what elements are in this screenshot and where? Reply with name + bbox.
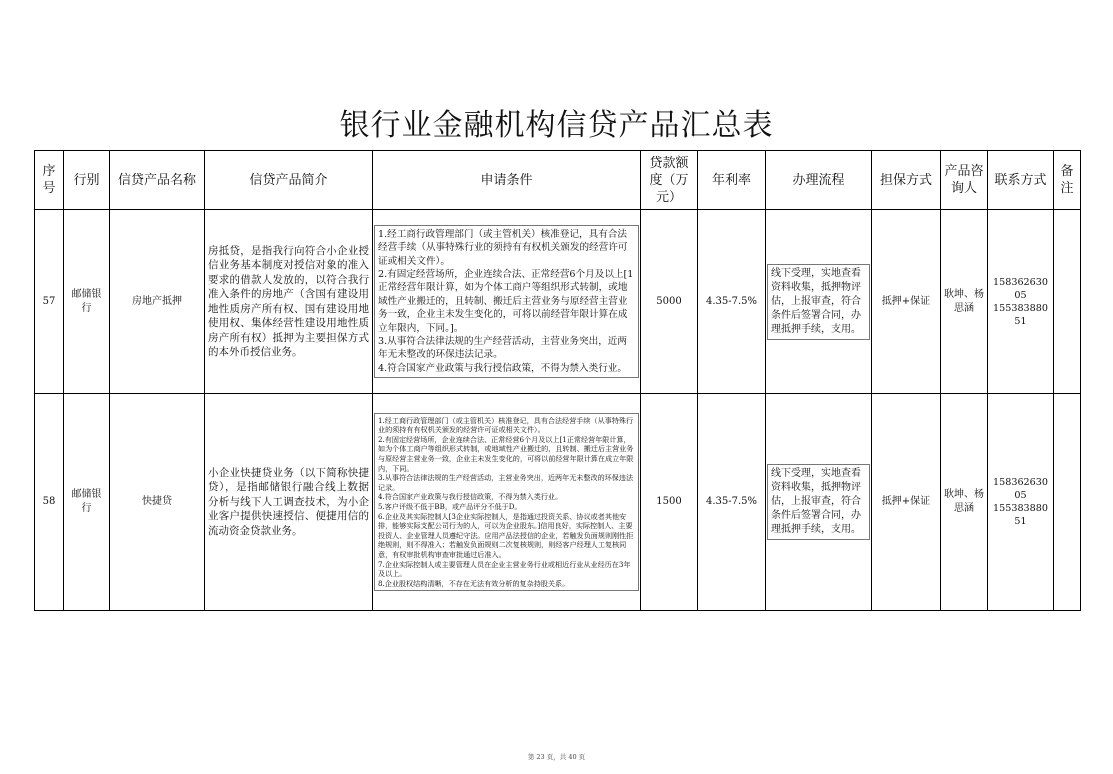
row-consultant: 耿坤、杨思涵	[941, 210, 988, 394]
condition-item: 7.企业实际控制人或主要管理人员在企业主营业务行业或相近行业从业经历在3年及以上。	[378, 559, 631, 579]
process-box: 线下受理，实地查看资料收集，抵押物评估，上报审查，符合条件后签署合同，办理抵押手续，支用。	[767, 464, 870, 540]
condition-item: 2.有固定经营场所，企业连续合法、正常经营6个月及以上[1正常经营年限计算，如为个体工商户等组织形式转制，或地域性产业搬迁的，且转制、搬迁后主营业务与原经营主营业务一致，企业主未发生变化的，可将以前经营年限计算在成立年限内，下同。]。	[378, 268, 634, 334]
condition-item: 4.符合国家产业政策与我行授信政策，不得为禁入类行业。	[378, 362, 627, 374]
row-guarantee: 抵押+保证	[872, 210, 941, 394]
row-consultant: 耿坤、杨思涵	[941, 394, 988, 611]
header-process: 办理流程	[766, 151, 872, 210]
row-product: 快捷贷	[110, 394, 205, 611]
contact-phone: 15836263005	[993, 477, 1048, 501]
credit-products-table	[34, 150, 1081, 611]
row-product: 房地产抵押	[110, 210, 205, 394]
row-bank: 邮储银行	[64, 394, 110, 611]
condition-item: 2.有固定经营场所，企业连续合法、正常经营6个月及以上[1正常经营年限计算，如为个体工商户等组织形式转制，或地域性产业搬迁的，且转制、搬迁后主营业务与原经营主营业务一致，企业主未发生变化的，可将以前经营年限计算在成立年限内，下同。	[378, 434, 634, 473]
row-seq: 58	[35, 394, 64, 611]
row-rate: 4.35-7.5%	[698, 394, 766, 611]
header-conditions: 申请条件	[373, 151, 641, 210]
header-product: 信贷产品名称	[110, 151, 205, 210]
header-guarantee: 担保方式	[872, 151, 941, 210]
row-seq: 57	[35, 210, 64, 394]
row-process	[766, 394, 872, 611]
condition-item: 4.符合国家产业政策与我行授信政策，不得为禁入类行业。	[378, 492, 563, 502]
table-row	[35, 210, 1081, 394]
conditions-box	[374, 225, 639, 378]
row-conditions	[373, 394, 641, 611]
row-contact	[988, 210, 1054, 394]
header-bank: 行别	[64, 151, 110, 210]
condition-item: 3.从事符合法律法规的生产经营活动，主营业务突出，近两年无未整改的环保违法记录。	[378, 336, 627, 361]
condition-item: 6.企业及其实际控制人[3企业实际控制人，是指通过投资关系、协议或者其他安排，能够实际支配公司行为的人，可以为企业股东。]信用良好，实际控制人、主要投资人、企业管理人员遵纪守法。应用产品法授信的企业，若触发负面规则刚性拒绝规则，则不得准入；若触发负面规则二次复核规则，则经客户经理人工复核同意，有权审批机构审查审批通过后准入。	[378, 511, 634, 559]
condition-item: 5.客户评级不低于BB，或产品评分不低于D。	[378, 502, 522, 511]
contact-phone: 15538388051	[993, 302, 1048, 327]
condition-item: 8.企业股权结构清晰，不存在无法有效分析的复杂持股关系。	[378, 578, 570, 588]
row-remark	[1054, 394, 1081, 611]
condition-item: 3.从事符合法律法规的生产经营活动，主营业务突出，近两年无未整改的环保违法记录。	[378, 473, 634, 492]
row-rate: 4.35-7.5%	[698, 210, 766, 394]
page-title: 银行业金融机构信贷产品汇总表	[339, 108, 774, 143]
table-row	[35, 394, 1081, 611]
row-intro: 房抵贷，是指我行向符合小企业授信业务基本制度对授信对象的准入要求的借款人发放的，以符合我行准入条件的房地产（含国有建设用地性质房产所有权、国有建设用地使用权、集体经营性建设用地性质房产所有权）抵押为主要担保方式的本外币授信业务。	[205, 210, 373, 394]
condition-item: 1.经工商行政管理部门（或主管机关）核准登记，具有合法经营手续（从事特殊行业的须持有有权机关颁发的经营许可证或相关文件）。	[378, 228, 628, 267]
header-intro: 信贷产品简介	[205, 151, 373, 210]
row-bank: 邮储银行	[64, 210, 110, 394]
contact-phone: 15538388051	[993, 503, 1048, 527]
process-box: 线下受理，实地查看资料收集，抵押物评估，上报审查，符合条件后签署合同，办理抵押手续，支用。	[767, 264, 870, 340]
row-amount: 1500	[641, 394, 698, 611]
header-remark: 备注	[1054, 151, 1081, 210]
page-footer: 第 23 页，共 40 页	[527, 753, 586, 761]
header-consultant: 产品咨询人	[941, 151, 988, 210]
header-amount: 贷款额度（万元）	[641, 151, 698, 210]
row-process	[766, 210, 872, 394]
row-contact	[988, 394, 1054, 611]
row-amount: 5000	[641, 210, 698, 394]
row-guarantee: 抵押+保证	[872, 394, 941, 611]
header-seq: 序号	[35, 151, 64, 210]
header-contact: 联系方式	[988, 151, 1054, 210]
row-intro: 小企业快捷贷业务（以下简称快捷贷），是指邮储银行融合线上数据分析与线下人工调查技术，为小企业客户提供快速授信、便捷用信的流动资金贷款业务。	[205, 394, 373, 611]
conditions-box	[374, 413, 639, 592]
header-rate: 年利率	[698, 151, 766, 210]
row-remark	[1054, 210, 1081, 394]
condition-item: 1.经工商行政管理部门（或主管机关）核准登记，具有合法经营手续（从事特殊行业的须持有有权机关颁发的经营许可证或相关文件）。	[378, 415, 634, 435]
header-row	[35, 151, 1081, 210]
row-conditions	[373, 210, 641, 394]
contact-phone: 15836263005	[993, 276, 1048, 301]
